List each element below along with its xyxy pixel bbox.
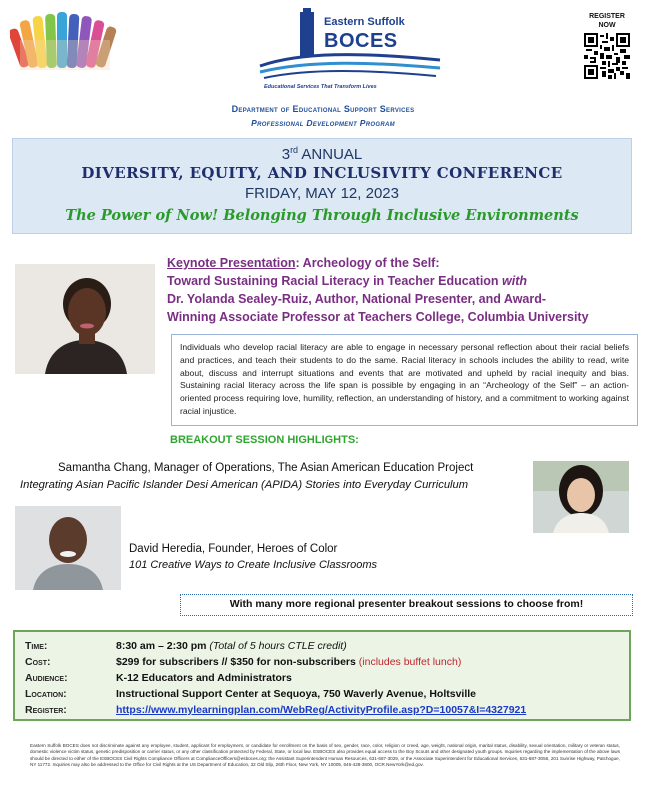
event-details-box <box>13 630 631 721</box>
session1-title: Integrating Asian Pacific Islander Desi American (APIDA) Stories into Everyday Curriculum <box>20 479 469 491</box>
location-label: Location: <box>25 688 67 700</box>
logo-boces-text: BOCES <box>324 30 398 52</box>
conference-title: DIVERSITY, EQUITY, AND INCLUSIVITY CONFERENCE <box>81 164 563 182</box>
time-value-group <box>116 639 347 654</box>
registration-qr-code[interactable] <box>584 33 630 79</box>
program-heading: Professional Development Program <box>251 118 395 128</box>
conference-date: FRIDAY, MAY 12, 2023 <box>245 185 399 202</box>
conference-banner <box>12 138 632 234</box>
session1-speaker: Samantha Chang, Manager of Operations, The Asian American Education Project <box>58 462 474 474</box>
time-value: 8:30 am – 2:30 pm <box>116 640 207 652</box>
keynote-title-part2: Toward Sustaining Racial Literacy in Teacher Education <box>167 274 503 288</box>
time-note: (Total of 5 hours CTLE credit) <box>206 640 347 652</box>
session1-speaker-photo <box>533 461 629 533</box>
session2-title: 101 Creative Ways to Create Inclusive Classrooms <box>129 559 378 571</box>
cost-note: (includes buffet lunch) <box>355 656 462 668</box>
keynote-label: Keynote Presentation <box>167 256 296 270</box>
keynote-speaker-line-1: Dr. Yolanda Sealey-Ruiz, Author, National Presenter, and Award- <box>167 292 547 306</box>
conference-tagline: The Power of Now! Belonging Through Inclusive Environments <box>65 207 579 224</box>
keynote-with-word: with <box>502 274 528 288</box>
keynote-abstract: Individuals who develop racial literacy are able to engage in necessary personal reflection about their racial beliefs and practices, and teach their students to do the same. Racial literacy in schools includes the ability to read, write about, discuss and interrupt situations and events that are motivated and upheld by racial inequity and bias. Sustaining racial literacy across the life span is possible by engaging in an “Archeology of the Self” – an action-oriented process requiring love, humility, reflection, an understanding of history, and a commitment to working against racial injustice. <box>171 334 638 426</box>
location-value: Instructional Support Center at Sequoya, 750 Waverly Avenue, Holtsville <box>116 688 477 700</box>
cost-value: $299 for subscribers // $350 for non-subscribers <box>116 656 356 668</box>
breakout-heading: BREAKOUT SESSION HIGHLIGHTS: <box>170 434 359 446</box>
keynote-speaker-line-2: Winning Associate Professor at Teachers College, Columbia University <box>167 310 589 324</box>
session2-speaker-photo <box>15 506 121 590</box>
cost-label: Cost: <box>25 656 51 668</box>
logo-tagline: Educational Services That Transform Lives <box>264 84 377 90</box>
department-heading: Department of Educational Support Services <box>231 104 415 114</box>
keynote-description <box>167 254 637 326</box>
annual-ordinal: 3 <box>281 146 291 163</box>
keynote-speaker-photo <box>15 264 155 374</box>
eastern-suffolk-boces-logo <box>250 8 450 98</box>
registration-link[interactable]: https://www.mylearningplan.com/WebReg/ActivityProfile.asp?D=10057&I=4327921 <box>116 704 527 716</box>
annual-label <box>13 145 631 163</box>
register-label: Register: <box>25 704 67 716</box>
keynote-title-part1: : Archeology of the Self: <box>295 256 440 270</box>
cost-value-group <box>116 655 461 670</box>
keynote-line-2 <box>167 272 637 290</box>
more-sessions-callout: With many more regional presenter breakout sessions to choose from! <box>180 594 633 616</box>
register-now-label: REGISTER NOW <box>589 13 625 29</box>
audience-value-group <box>116 671 292 686</box>
nondiscrimination-disclaimer: Eastern Suffolk BOCES does not discriminate against any employee, student, applicant for employment, or candidate for enrollment on the basis of sex, gender, race, color, religion or creed, age, weight, national origin, marital status, disability, sexual orientation, military or veteran status, domestic violence victim status, genetic predisposition or carrier status, or any other classification protected by Federal, State, or local law. ESBOCES also provides equal access to the Boy Scouts and other designated youth groups. Inquiries regarding the implementation of the above laws should be directed to either of the ESBOCES Civil Rights Compliance Officers at ComplianceOfficers@esboces.org: the Assistant Superintendent Human Resources, 631-687-3029, or the Associate Superintendent for Educational Services, 631-687-3056, 201 Sunrise Highway, Patchogue, NY 11772. Inquiries may also be addressed to the Office for Civil Rights at the US Department of Education, 32 Old Slip, 26th Floor, New York, NY 10005, 646-428-3800, OCR.NewYork@ed.gov. <box>30 743 620 768</box>
annual-ordinal-suffix: rd <box>290 145 299 155</box>
annual-word: ANNUAL <box>298 146 363 163</box>
audience-value: K-12 Educators and Administrators <box>116 672 292 684</box>
session2-speaker: David Heredia, Founder, Heroes of Color <box>129 543 338 555</box>
audience-label: Audience: <box>25 672 68 684</box>
location-value-group <box>116 687 476 702</box>
register-value-group <box>116 703 526 718</box>
diverse-hands-image <box>10 10 122 72</box>
time-label: Time: <box>25 640 48 652</box>
logo-name-text: Eastern Suffolk <box>324 16 405 28</box>
keynote-line-1 <box>167 254 637 272</box>
